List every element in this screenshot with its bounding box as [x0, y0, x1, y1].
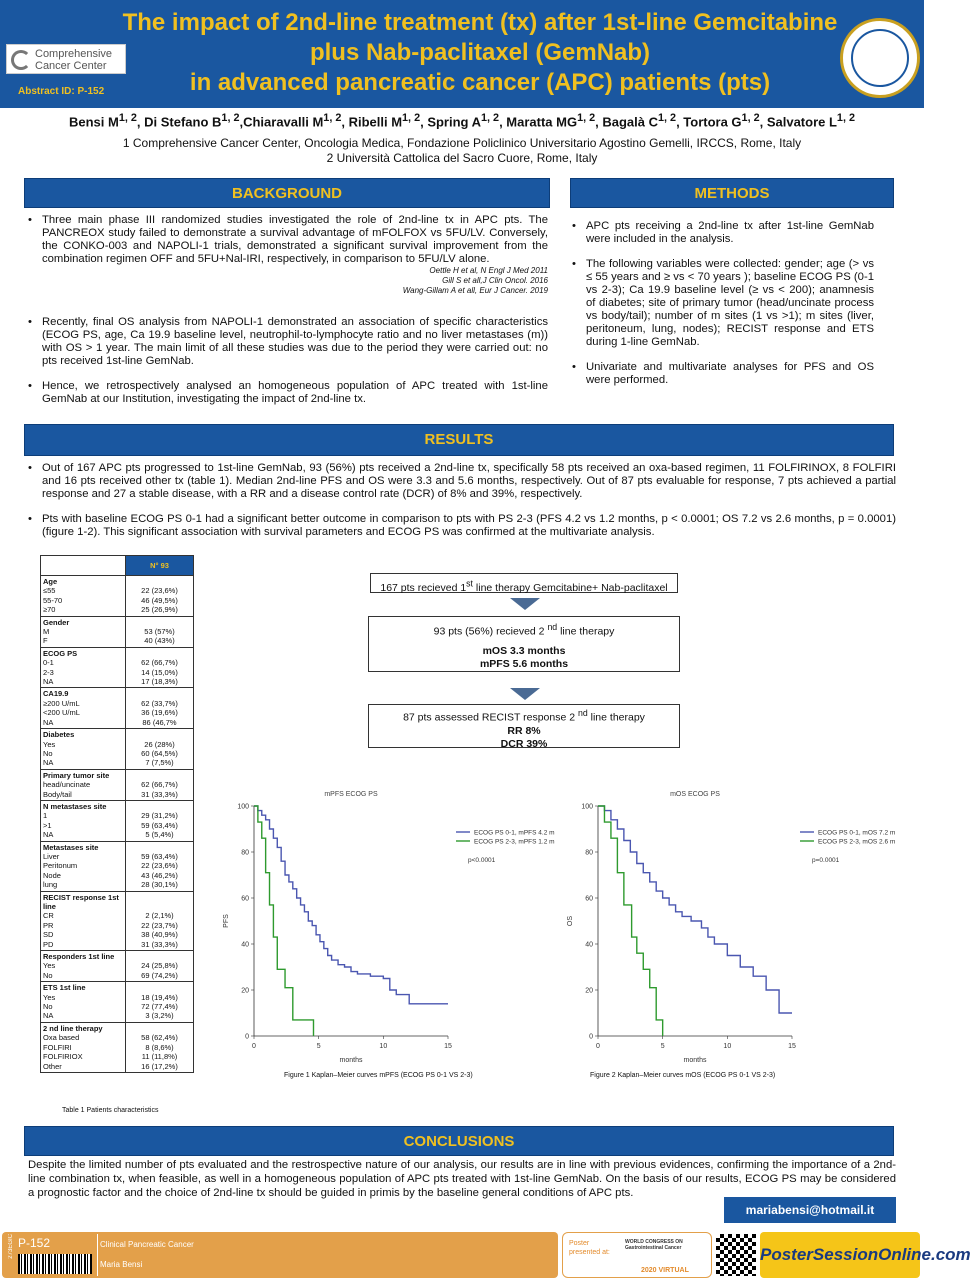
table-cell-value: 31 (33,3%)	[141, 789, 178, 799]
x-tick-label: 0	[252, 1043, 256, 1050]
table-cell-value: 3 (3,2%)	[145, 1011, 174, 1021]
table-cell-value: 62 (66,7%)	[141, 658, 178, 668]
background-bullet-3	[28, 380, 548, 406]
arrow-down-icon	[510, 688, 540, 700]
table-row-label: Yes	[43, 739, 56, 749]
affiliation-1: 1 Comprehensive Cancer Center, Oncologia Medica, Fondazione Policlinico Universitario Agostino Gemelli, IRCCS, Rome, Italy	[122, 136, 802, 150]
table-row	[41, 769, 194, 800]
table-cell-value: 46 (49,5%)	[141, 595, 178, 605]
table-row-labels	[41, 647, 126, 688]
table-cell-value: 53 (57%)	[144, 627, 175, 637]
table-row-values	[126, 891, 194, 950]
table-row	[41, 951, 194, 982]
table-cell-value: 26 (28%)	[144, 739, 175, 749]
table-row-label: Oxa based	[43, 1033, 80, 1043]
table-row-labels	[41, 982, 126, 1023]
table-cell-value: 69 (74,2%)	[141, 970, 178, 980]
background-text-2: Recently, final OS analysis from NAPOLI-1 demonstrated an association of specific characteristics (ECOG PS, age, Ca 19.9 baseline level, neutrophil-to-lymphocyte ratio and no liver metastases (m)) with OS > 1 year. The main limit of all these studies was due to the period they were carried out: no pts received 1st-line GemNab.	[42, 316, 548, 367]
background-text-1: Three main phase III randomized studies investigated the role of 2nd-line tx in APC pts. The PANCREOX study failed to demonstrate a survival advantage of mFOLFOX vs 5FU/LV. Conversely, the CONKO-003 and NAPOLI-1 trials, demonstrated a significant survival improvement from the combination regimen OFF and 5FU+Nal-IRI, respectively, in comparison to 5FU/LV alone.	[42, 214, 548, 265]
x-tick-label: 5	[316, 1043, 321, 1050]
table-cell-value: 16 (17,2%)	[141, 1061, 178, 1071]
reference-1: Oettle H et al, N Engl J Med 2011	[429, 266, 548, 275]
table-cell-value: 18 (19,4%)	[141, 992, 178, 1002]
contact-email-link[interactable]: mariabensi@hotmail.it	[724, 1197, 896, 1223]
y-tick-label: 100	[581, 803, 593, 811]
methods-text-3: Univariate and multivariate analyses for PFS and OS were performed.	[586, 361, 874, 386]
table-group-title: N metastases site	[43, 801, 107, 811]
table-group-title: Diabetes	[43, 730, 75, 740]
table-group-title: ETS 1st line	[43, 983, 86, 993]
table-row	[41, 891, 194, 950]
logo-ring-icon	[11, 50, 31, 70]
results-text-1: Out of 167 APC pts progressed to 1st-line GemNab, 93 (56%) pts received a 2nd-line tx, specifically 58 pts received an oxa-based regimen, 11 FOLFIRINOX, 8 FOLFIRI and 16 pts received other tx (table 1). Median 2nd-line PFS and OS were 3.3 and 5.6 months, respectively. Out of 87 pts evaluable for response, 7 pts achieved a partial response and 27 a stable disease, with a RR and a disease control rate (DCR) of 8% and 39%, respectively.	[42, 462, 896, 500]
title-line-3: in advanced pancreatic cancer (APC) patients (pts)	[189, 69, 771, 96]
y-tick-label: 40	[585, 941, 593, 949]
table-row-values	[126, 951, 194, 982]
table-row-label: NA	[43, 677, 54, 687]
table-cell-value: 17 (18,3%)	[141, 677, 178, 687]
vertical-code: 273EGIC	[8, 1234, 14, 1259]
table-row-label: PD	[43, 939, 54, 949]
table-row-values	[126, 576, 194, 617]
conclusions-text: Despite the limited number of pts evaluated and the restrospective nature of our analysis, our results are in line with previous evidences, confirming the importance of a 2nd-line combination tx, when feasible, as well in a homogeneous population of APC pts treated with 1st-line GemNab. On the basis of our results, ECOG PS may be considered a prognostic factor and the choice of 2nd-line tx should be guided in primis by the baseline general conditions of APC pts.	[28, 1159, 896, 1199]
table-group-title: Responders 1st line	[43, 952, 115, 962]
table-group-title: Primary tumor site	[43, 770, 110, 780]
table-row	[41, 800, 194, 841]
y-tick-label: 80	[585, 849, 593, 857]
table-row-values	[126, 729, 194, 770]
table-cell-value: 5 (5,4%)	[145, 830, 174, 840]
table-row-values	[126, 688, 194, 729]
table-row-values	[126, 769, 194, 800]
flow-box-3-line-1: 87 pts assessed RECIST response 2 $^{nd}$ line therapy	[403, 708, 645, 724]
y-tick-label: 40	[241, 941, 249, 949]
table-group-title: RECIST response 1st line	[43, 892, 119, 911]
table-cell-value: 60 (64,5%)	[141, 748, 178, 758]
logo-text-1: Comprehensive	[35, 48, 113, 60]
methods-bullet-1	[572, 220, 874, 246]
table-cell-value: 8 (8,6%)	[145, 1042, 174, 1052]
table-header: N° 93	[126, 556, 194, 576]
table-row	[41, 647, 194, 688]
table-row-values	[126, 982, 194, 1023]
methods-bullet-3	[572, 361, 874, 387]
table-row-label: 0-1	[43, 658, 54, 668]
table-row	[41, 616, 194, 647]
table-cell-value: 40 (43%)	[144, 636, 175, 646]
poster-header	[0, 0, 924, 108]
table-cell-value: 22 (23,7%)	[141, 920, 178, 930]
table-row-labels	[41, 769, 126, 800]
background-text-3: Hence, we retrospectively analysed an homogeneous population of APC treated with 1st-line GemNab at our Institution, investigating the impact of 2nd-line tx.	[42, 380, 548, 405]
km-curve-ecog-0-1	[598, 806, 792, 1013]
footer-bar	[2, 1232, 558, 1278]
table-cell-value: 36 (19,6%)	[141, 708, 178, 718]
y-axis-label: PFS	[223, 914, 230, 928]
authors: Bensi M$^{1, 2}$, Di Stefano B$^{1, 2}$,Chiaravalli M$^{1, 2}$, Ribelli M$^{1, 2}$, Spring A$^{1, 2}$, Maratta MG$^{1, 2}$, Bagalà C$^{1, 2}$, Tortora G$^{1, 2}$, Salvatore L$^{1, 2}$	[69, 112, 855, 130]
flow-arrow-1	[510, 598, 540, 610]
y-tick-label: 0	[245, 1033, 249, 1041]
table-group-title: ECOG PS	[43, 648, 78, 658]
table-row-label: NA	[43, 758, 54, 768]
flow-box-3-line-3: DCR 39%	[500, 737, 548, 750]
table-group-title: Age	[43, 577, 58, 586]
arrow-down-icon	[510, 598, 540, 610]
table-row-label: CR	[43, 911, 54, 921]
congress-year: 2020 VIRTUAL	[641, 1267, 689, 1274]
y-tick-label: 20	[585, 987, 593, 995]
legend-label: ECOG PS 0-1, mPFS 4.2 m	[474, 829, 555, 837]
reference-2: Gill S et all,J Clin Oncol. 2016	[442, 276, 548, 285]
footer-divider	[97, 1234, 98, 1276]
table-row-label: head/uncinate	[43, 780, 91, 790]
table-row-label: No	[43, 1002, 53, 1012]
table-row-label: ≤55	[43, 586, 56, 596]
background-refs	[28, 266, 548, 296]
poster-id: P-152	[18, 1236, 51, 1250]
table-row-label: ≥70	[43, 605, 56, 615]
footer-topic: Clinical Pancreatic Cancer	[100, 1240, 194, 1249]
table-cell-value: 14 (15,0%)	[141, 667, 178, 677]
legend-label: ECOG PS 0-1, mOS 7.2 m	[818, 829, 896, 837]
km-curve-ecog-2-3	[254, 806, 313, 1036]
background-bullet-1	[28, 214, 548, 266]
methods-list	[572, 220, 874, 399]
flow-box-2-line-3: mPFS 5.6 months	[479, 657, 569, 670]
table-group-title: 2 nd line therapy	[43, 1023, 103, 1033]
logo-text-2: Cancer Center	[35, 60, 107, 72]
y-tick-label: 60	[585, 895, 593, 903]
table-cell-value: 43 (46,2%)	[141, 870, 178, 880]
background-heading: BACKGROUND	[24, 178, 550, 208]
abstract-id: Abstract ID: P-152	[18, 86, 105, 97]
congress-name: WORLD CONGRESS ON Gastrointestinal Cancer	[625, 1239, 683, 1251]
title-line-1: The impact of 2nd-line treatment (tx) after 1st-line Gemcitabine	[122, 9, 838, 36]
results-heading: RESULTS	[24, 424, 894, 456]
table-row-label: NA	[43, 717, 54, 727]
table-row-values	[126, 841, 194, 891]
table-cell-value: 22 (23,6%)	[141, 586, 178, 596]
table-row-labels	[41, 800, 126, 841]
flow-box-2-line-2: mOS 3.3 months	[482, 644, 566, 657]
table-row-label: NA	[43, 830, 54, 840]
affiliation-2: 2 Università Cattolica del Sacro Cuore, Rome, Italy	[326, 151, 598, 165]
table-row-labels	[41, 841, 126, 891]
conclusions-heading: CONCLUSIONS	[24, 1126, 894, 1156]
methods-text-1: APC pts receiving a 2nd-line tx after 1st-line GemNab were included in the analysis.	[586, 220, 874, 245]
university-seal-icon	[840, 18, 920, 98]
chart-title: mOS ECOG PS	[670, 791, 720, 798]
methods-text-2: The following variables were collected: gender; age (> vs ≤ 55 years and ≥ vs < 70 years ); baseline ECOG PS (0-1 vs 2-3); Ca 19.9 baseline level (≥ vs < 200); anamnesis of diabetes; site of primary tumor (head/uncinate process vs body/tail); number of m sites (1 vs >1); m sites (liver, peritoneum, lung, nodes); RECIST response and ETS during 1-line GemNab.	[586, 258, 874, 348]
y-tick-label: 0	[589, 1033, 593, 1041]
table-row-values	[126, 647, 194, 688]
table-row-values	[126, 800, 194, 841]
table-cell-value: 2 (2,1%)	[145, 911, 174, 921]
table-row-labels	[41, 1022, 126, 1072]
y-tick-label: 80	[241, 849, 249, 857]
table-row	[41, 576, 194, 617]
table-cell-value: 59 (63,4%)	[141, 851, 178, 861]
table-group-title: Gender	[43, 617, 70, 627]
table-row-labels	[41, 576, 126, 617]
table-row-label: <200 U/mL	[43, 708, 80, 718]
km-curve-ecog-0-1	[254, 806, 448, 1004]
legend-label: ECOG PS 2-3, mOS 2.6 m	[818, 838, 896, 846]
table-cell-value: 59 (63,4%)	[141, 820, 178, 830]
table-row-label: Body/tail	[43, 789, 72, 799]
table-row-labels	[41, 688, 126, 729]
table-cell-value: 22 (23,6%)	[141, 861, 178, 871]
table-cell-value: 11 (11,8%)	[141, 1052, 178, 1062]
results-text-2: Pts with baseline ECOG PS 0-1 had a significant better outcome in comparison to pts with PS 2-3 (PFS 4.2 vs 1.2 months, p < 0.0001; OS 7.2 vs 2.6 months, p = 0.0001) (figure 1-2). This significant association with survival parameters and ECOG PS was confirmed at the multivariate analysis.	[42, 513, 896, 538]
table-group-title: CA19.9	[43, 689, 69, 699]
table-row-label: FOLFIRI	[43, 1042, 72, 1052]
x-tick-label: 10	[379, 1043, 388, 1050]
flow-box-3-line-2: RR 8%	[507, 724, 541, 737]
table-row-label: SD	[43, 930, 54, 940]
table-cell-value: 25 (26,9%)	[141, 605, 178, 615]
background-bullet-2	[28, 316, 548, 368]
x-axis-label: months	[339, 1057, 363, 1064]
poster-footer	[0, 1232, 971, 1280]
table-row-values	[126, 616, 194, 647]
table-row	[41, 982, 194, 1023]
table-cell-value: 72 (77,4%)	[141, 1002, 178, 1012]
poster-title	[120, 8, 840, 98]
flow-box-2-line-1: 93 pts (56%) recieved 2 $^{nd}$ line therapy	[433, 622, 615, 638]
table-row	[41, 688, 194, 729]
y-tick-label: 100	[237, 803, 249, 811]
x-tick-label: 0	[596, 1043, 600, 1050]
results-bullet-1	[28, 462, 896, 501]
presented-at-label: Poster presented at:	[569, 1240, 610, 1256]
table-cell-value: 31 (33,3%)	[141, 939, 178, 949]
x-tick-label: 15	[444, 1043, 452, 1050]
table-row-label: FOLFIRIOX	[43, 1052, 83, 1062]
table-cell-value: 58 (62,4%)	[141, 1033, 178, 1043]
table-row-label: ≥200 U/mL	[43, 698, 80, 708]
table-row-label: 1	[43, 811, 48, 821]
table-row-label: F	[43, 636, 48, 646]
table-cell-value: 38 (40,9%)	[141, 930, 178, 940]
figure-1-caption: Figure 1 Kaplan–Meier curves mPFS (ECOG PS 0-1 VS 2-3)	[284, 1072, 473, 1079]
table-row-label: Yes	[43, 992, 56, 1002]
flow-arrow-2	[510, 688, 540, 700]
table-group-title: Metastases site	[43, 842, 99, 852]
kaplan-meier-os-chart	[562, 786, 910, 1068]
table-row	[41, 841, 194, 891]
patients-table	[40, 555, 194, 1073]
x-tick-label: 5	[660, 1043, 665, 1050]
table-row-labels	[41, 616, 126, 647]
table-caption: Table 1 Patients characteristics	[62, 1107, 159, 1114]
results-bullet-2	[28, 513, 896, 539]
poster-session-online-logo[interactable]: PosterSessionOnline.com	[760, 1232, 920, 1278]
y-axis-label: OS	[567, 915, 574, 927]
reference-3: Wang-Gillam A et all, Eur J Cancer. 2019	[402, 286, 548, 295]
qr-code-icon[interactable]	[716, 1234, 756, 1276]
barcode-icon	[18, 1254, 92, 1274]
footer-author: Maria Bensi	[100, 1260, 143, 1269]
table-cell-value: 24 (25,8%)	[141, 961, 178, 971]
table-row-label: Other	[43, 1061, 62, 1071]
legend-label: ECOG PS 2-3, mPFS 1.2 m	[474, 838, 555, 846]
x-tick-label: 15	[788, 1043, 796, 1050]
table-row-label: Yes	[43, 961, 56, 971]
table-row-label: >1	[43, 820, 52, 830]
table-row-label: No	[43, 748, 53, 758]
table-row-label: Node	[43, 870, 61, 880]
cancer-center-logo	[6, 44, 126, 74]
flow-box-3	[368, 704, 680, 748]
chart-title: mPFS ECOG PS	[324, 791, 378, 798]
table-row-label: 55-70	[43, 595, 63, 605]
p-value-annotation: p=0.0001	[812, 857, 840, 864]
y-tick-label: 60	[241, 895, 249, 903]
table-cell-value: 62 (33,7%)	[141, 698, 178, 708]
table-row-label: 2-3	[43, 667, 54, 677]
table-cell-value: 7 (7,5%)	[145, 758, 174, 768]
table-row-label: PR	[43, 920, 54, 930]
x-tick-label: 10	[723, 1043, 732, 1050]
results-list	[28, 462, 896, 551]
table-row-label: NA	[43, 1011, 54, 1021]
figure-2-caption: Figure 2 Kaplan–Meier curves mOS (ECOG PS 0-1 VS 2-3)	[590, 1072, 776, 1079]
table-row-label: Liver	[43, 851, 60, 861]
p-value-annotation: p<0.0001	[468, 857, 496, 864]
flow-box-1	[370, 573, 678, 593]
methods-heading: METHODS	[570, 178, 894, 208]
table-row-labels	[41, 729, 126, 770]
table-row-label: No	[43, 970, 53, 980]
table-cell-value: 62 (66,7%)	[141, 780, 178, 790]
table-row-values	[126, 1022, 194, 1072]
congress-logo	[562, 1232, 712, 1278]
table-row-labels	[41, 891, 126, 950]
table-row	[41, 1022, 194, 1072]
table-row-label: M	[43, 627, 50, 637]
kaplan-meier-pfs-chart	[218, 786, 555, 1068]
title-line-2: plus Nab-paclitaxel (GemNab)	[309, 39, 651, 66]
y-tick-label: 20	[241, 987, 249, 995]
table-cell-value: 29 (31,2%)	[141, 811, 178, 821]
x-axis-label: months	[683, 1057, 707, 1064]
flow-box-1-text: 167 pts recieved 1st line therapy Gemcitabine+ Nab-paclitaxel	[380, 578, 668, 594]
table-cell-value: 28 (30,1%)	[141, 880, 178, 890]
methods-bullet-2	[572, 258, 874, 349]
background-list	[28, 214, 548, 418]
flow-box-2	[368, 616, 680, 672]
table-cell-value: 86 (46,7%	[142, 717, 177, 727]
table-row-label: Peritonum	[43, 861, 78, 871]
table-row-labels	[41, 951, 126, 982]
table-row-label: lung	[43, 880, 58, 890]
table-row	[41, 729, 194, 770]
